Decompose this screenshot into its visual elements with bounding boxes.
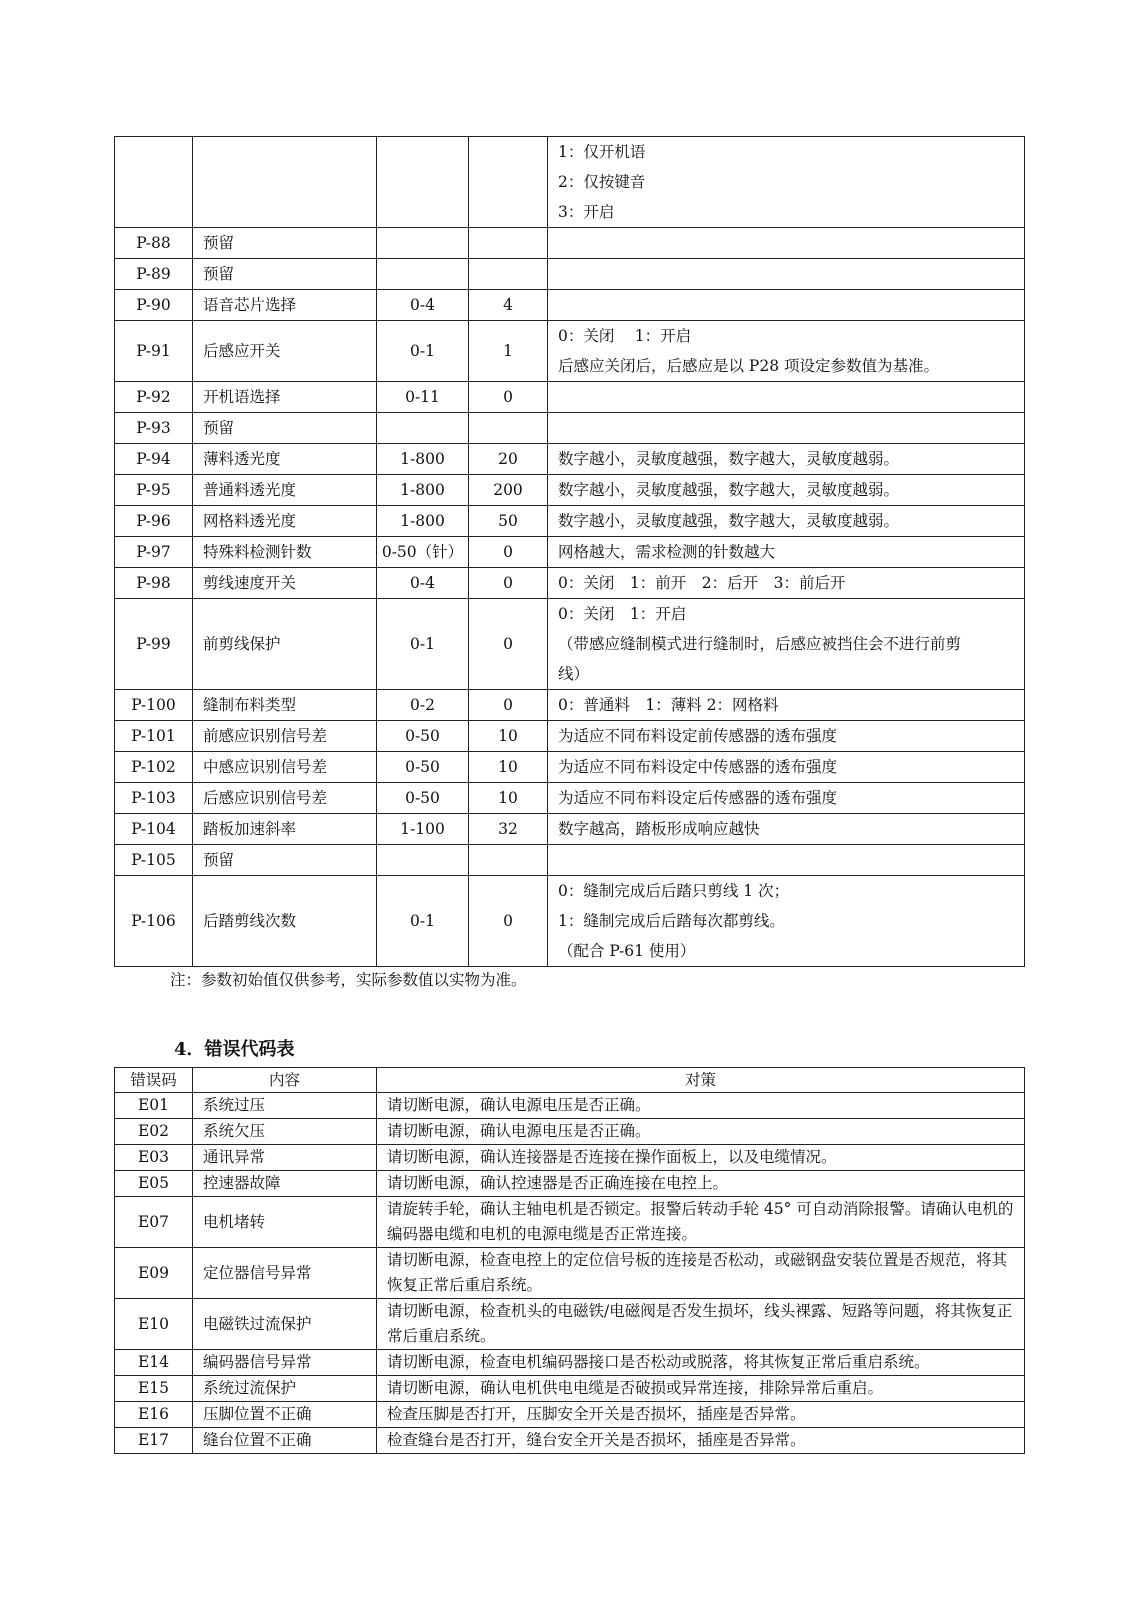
param-default-cell (469, 259, 548, 290)
param-name-cell: 预留 (193, 413, 377, 444)
param-default-cell: 32 (469, 814, 548, 845)
param-description-line: 2：仅按键音 (558, 173, 646, 191)
table-row (115, 475, 1025, 506)
table-row (115, 1376, 1025, 1402)
param-code-cell (115, 137, 193, 228)
param-description-cell (548, 690, 1025, 721)
param-name-cell: 后感应开关 (193, 321, 377, 382)
error-code-cell: E05 (115, 1171, 193, 1197)
error-table-header-row (115, 1068, 1025, 1093)
param-range-cell: 0-50 (377, 752, 469, 783)
param-description-cell (548, 814, 1025, 845)
table-row (115, 1197, 1025, 1248)
param-description-line: 数字越小，灵敏度越强，数字越大，灵敏度越弱。 (558, 512, 900, 530)
error-code-cell: E15 (115, 1376, 193, 1402)
param-description-cell (548, 290, 1025, 321)
param-default-cell: 0 (469, 876, 548, 967)
param-range-cell (377, 259, 469, 290)
table-row (115, 845, 1025, 876)
param-range-cell (377, 845, 469, 876)
param-description-line: 0：缝制完成后后踏只剪线 1 次； (558, 882, 790, 900)
param-range-cell: 1-100 (377, 814, 469, 845)
param-description-cell (548, 783, 1025, 814)
param-name-cell: 前感应识别信号差 (193, 721, 377, 752)
param-range-cell: 0-2 (377, 690, 469, 721)
param-description-line: （配合 P-61 使用） (558, 942, 696, 960)
param-code-cell: P-90 (115, 290, 193, 321)
param-name-cell: 缝制布料类型 (193, 690, 377, 721)
header-action: 对策 (377, 1068, 1025, 1093)
param-default-cell: 0 (469, 690, 548, 721)
error-action-cell: 请切断电源，检查机头的电磁铁/电磁阀是否发生损坏，线头裸露、短路等问题，将其恢复正常后重启系统。 (377, 1299, 1025, 1350)
param-name-cell: 踏板加速斜率 (193, 814, 377, 845)
param-code-cell: P-103 (115, 783, 193, 814)
error-content-cell: 系统欠压 (193, 1119, 377, 1145)
param-code-cell: P-99 (115, 599, 193, 690)
param-code-cell: P-93 (115, 413, 193, 444)
param-description-line: 0：关闭 1：前开 2：后开 3：前后开 (558, 574, 846, 592)
param-range-cell: 0-1 (377, 599, 469, 690)
table-row (115, 1145, 1025, 1171)
header-error-code: 错误码 (115, 1068, 193, 1093)
param-description-line: 0：关闭 1：开启 (558, 327, 692, 345)
param-range-cell: 0-1 (377, 876, 469, 967)
error-action-cell: 检查缝台是否打开，缝台安全开关是否损坏，插座是否异常。 (377, 1428, 1025, 1454)
param-name-cell: 语音芯片选择 (193, 290, 377, 321)
param-description-cell (548, 537, 1025, 568)
param-range-cell: 1-800 (377, 444, 469, 475)
param-description-line: 为适应不同布料设定前传感器的透布强度 (558, 727, 838, 745)
error-code-table (114, 1067, 1025, 1454)
table-row (115, 506, 1025, 537)
error-action-cell: 检查压脚是否打开，压脚安全开关是否损坏，插座是否异常。 (377, 1402, 1025, 1428)
param-range-cell: 1-800 (377, 506, 469, 537)
param-description-cell (548, 721, 1025, 752)
error-code-cell: E03 (115, 1145, 193, 1171)
param-description-line: 数字越小，灵敏度越强，数字越大，灵敏度越弱。 (558, 450, 900, 468)
param-code-cell: P-98 (115, 568, 193, 599)
param-default-cell: 1 (469, 321, 548, 382)
table-row (115, 1299, 1025, 1350)
param-name-cell: 前剪线保护 (193, 599, 377, 690)
param-name-cell: 后踏剪线次数 (193, 876, 377, 967)
error-action-cell: 请旋转手轮，确认主轴电机是否锁定。报警后转动手轮 45° 可自动消除报警。请确认电机的编码器电缆和电机的电源电缆是否正常连接。 (377, 1197, 1025, 1248)
table-row (115, 259, 1025, 290)
param-description-line: 数字越小，灵敏度越强，数字越大，灵敏度越弱。 (558, 481, 900, 499)
table-row (115, 1093, 1025, 1119)
param-default-cell: 0 (469, 599, 548, 690)
error-action-cell: 请切断电源，确认控速器是否正确连接在电控上。 (377, 1171, 1025, 1197)
table-row (115, 690, 1025, 721)
error-code-cell: E17 (115, 1428, 193, 1454)
error-action-cell: 请切断电源，确认电源电压是否正确。 (377, 1119, 1025, 1145)
error-code-cell: E09 (115, 1248, 193, 1299)
table-row (115, 1248, 1025, 1299)
param-description-cell (548, 475, 1025, 506)
table-row (115, 1119, 1025, 1145)
param-name-cell (193, 137, 377, 228)
param-code-cell: P-94 (115, 444, 193, 475)
section-title: 4．错误代码表 (174, 1039, 295, 1060)
param-default-cell: 10 (469, 721, 548, 752)
param-description-cell (548, 259, 1025, 290)
table-row (115, 1171, 1025, 1197)
error-code-cell: E16 (115, 1402, 193, 1428)
param-description-cell (548, 752, 1025, 783)
param-name-cell: 开机语选择 (193, 382, 377, 413)
param-description-cell (548, 137, 1025, 228)
param-description-line: 1：缝制完成后后踏每次都剪线。 (558, 912, 785, 930)
param-description-cell (548, 321, 1025, 382)
parameter-note: 注：参数初始值仅供参考，实际参数值以实物为准。 (170, 971, 527, 989)
error-content-cell: 通讯异常 (193, 1145, 377, 1171)
param-range-cell: 0-50 (377, 783, 469, 814)
error-content-cell: 系统过压 (193, 1093, 377, 1119)
error-content-cell: 缝台位置不正确 (193, 1428, 377, 1454)
param-code-cell: P-100 (115, 690, 193, 721)
param-code-cell: P-88 (115, 228, 193, 259)
param-description-line: 后感应关闭后，后感应是以 P28 项设定参数值为基准。 (558, 357, 940, 375)
table-row (115, 814, 1025, 845)
param-description-line: 3：开启 (558, 203, 615, 221)
param-range-cell: 0-4 (377, 568, 469, 599)
error-code-cell: E10 (115, 1299, 193, 1350)
param-code-cell: P-97 (115, 537, 193, 568)
param-range-cell (377, 413, 469, 444)
param-name-cell: 预留 (193, 259, 377, 290)
param-name-cell: 预留 (193, 228, 377, 259)
param-description-cell (548, 382, 1025, 413)
table-row (115, 783, 1025, 814)
param-code-cell: P-106 (115, 876, 193, 967)
table-row (115, 537, 1025, 568)
error-code-cell: E14 (115, 1350, 193, 1376)
table-row (115, 599, 1025, 690)
table-row (115, 382, 1025, 413)
param-code-cell: P-101 (115, 721, 193, 752)
param-range-cell: 0-1 (377, 321, 469, 382)
param-description-line: 为适应不同布料设定中传感器的透布强度 (558, 758, 838, 776)
param-code-cell: P-104 (115, 814, 193, 845)
param-description-line: 线） (558, 665, 590, 683)
param-default-cell (469, 413, 548, 444)
param-name-cell: 后感应识别信号差 (193, 783, 377, 814)
param-range-cell (377, 228, 469, 259)
param-description-cell (548, 876, 1025, 967)
param-name-cell: 薄料透光度 (193, 444, 377, 475)
param-description-line: 数字越高，踏板形成响应越快 (558, 820, 760, 838)
param-default-cell: 20 (469, 444, 548, 475)
param-name-cell: 剪线速度开关 (193, 568, 377, 599)
table-row (115, 876, 1025, 967)
table-row (115, 1428, 1025, 1454)
param-description-line: 0：普通料 1：薄料 2：网格料 (558, 696, 779, 714)
param-description-cell (548, 413, 1025, 444)
table-row (115, 413, 1025, 444)
param-name-cell: 普通料透光度 (193, 475, 377, 506)
param-code-cell: P-92 (115, 382, 193, 413)
param-default-cell: 0 (469, 382, 548, 413)
param-default-cell (469, 228, 548, 259)
error-action-cell: 请切断电源，确认连接器是否连接在操作面板上，以及电缆情况。 (377, 1145, 1025, 1171)
error-content-cell: 压脚位置不正确 (193, 1402, 377, 1428)
param-range-cell: 0-4 (377, 290, 469, 321)
param-range-cell: 0-11 (377, 382, 469, 413)
table-row (115, 752, 1025, 783)
table-row (115, 137, 1025, 228)
table-row (115, 568, 1025, 599)
param-default-cell (469, 137, 548, 228)
param-description-line: （带感应缝制模式进行缝制时，后感应被挡住会不进行前剪 (558, 635, 962, 653)
param-default-cell: 200 (469, 475, 548, 506)
error-content-cell: 编码器信号异常 (193, 1350, 377, 1376)
error-code-cell: E07 (115, 1197, 193, 1248)
param-description-line: 为适应不同布料设定后传感器的透布强度 (558, 789, 838, 807)
parameter-table (114, 136, 1025, 967)
error-content-cell: 电磁铁过流保护 (193, 1299, 377, 1350)
error-content-cell: 控速器故障 (193, 1171, 377, 1197)
param-name-cell: 网格料透光度 (193, 506, 377, 537)
param-description-cell (548, 228, 1025, 259)
error-action-cell: 请切断电源，确认电机供电电缆是否破损或异常连接，排除异常后重启。 (377, 1376, 1025, 1402)
param-range-cell: 0-50（针） (377, 537, 469, 568)
error-action-cell: 请切断电源，检查电控上的定位信号板的连接是否松动，或磁钢盘安装位置是否规范，将其恢复正常后重启系统。 (377, 1248, 1025, 1299)
param-default-cell: 0 (469, 537, 548, 568)
param-description-cell (548, 568, 1025, 599)
param-name-cell: 中感应识别信号差 (193, 752, 377, 783)
error-content-cell: 电机堵转 (193, 1197, 377, 1248)
error-content-cell: 系统过流保护 (193, 1376, 377, 1402)
param-default-cell: 10 (469, 783, 548, 814)
param-code-cell: P-89 (115, 259, 193, 290)
param-description-cell (548, 506, 1025, 537)
param-code-cell: P-96 (115, 506, 193, 537)
error-code-cell: E02 (115, 1119, 193, 1145)
param-description-line: 网格越大，需求检测的针数越大 (558, 543, 776, 561)
table-row (115, 1402, 1025, 1428)
param-code-cell: P-102 (115, 752, 193, 783)
table-row (115, 290, 1025, 321)
param-description-line: 1：仅开机语 (558, 143, 646, 161)
table-row (115, 721, 1025, 752)
table-row (115, 228, 1025, 259)
error-action-cell: 请切断电源，确认电源电压是否正确。 (377, 1093, 1025, 1119)
param-range-cell (377, 137, 469, 228)
table-row (115, 321, 1025, 382)
param-default-cell: 4 (469, 290, 548, 321)
param-range-cell: 0-50 (377, 721, 469, 752)
param-name-cell: 预留 (193, 845, 377, 876)
param-default-cell (469, 845, 548, 876)
table-row (115, 444, 1025, 475)
error-code-cell: E01 (115, 1093, 193, 1119)
header-content: 内容 (193, 1068, 377, 1093)
param-code-cell: P-91 (115, 321, 193, 382)
param-description-cell (548, 599, 1025, 690)
param-code-cell: P-95 (115, 475, 193, 506)
param-description-line: 0：关闭 1：开启 (558, 605, 687, 623)
param-default-cell: 0 (469, 568, 548, 599)
error-action-cell: 请切断电源，检查电机编码器接口是否松动或脱落，将其恢复正常后重启系统。 (377, 1350, 1025, 1376)
param-name-cell: 特殊料检测针数 (193, 537, 377, 568)
param-default-cell: 10 (469, 752, 548, 783)
table-row (115, 1350, 1025, 1376)
param-description-cell (548, 845, 1025, 876)
error-content-cell: 定位器信号异常 (193, 1248, 377, 1299)
param-code-cell: P-105 (115, 845, 193, 876)
param-description-cell (548, 444, 1025, 475)
param-range-cell: 1-800 (377, 475, 469, 506)
param-default-cell: 50 (469, 506, 548, 537)
